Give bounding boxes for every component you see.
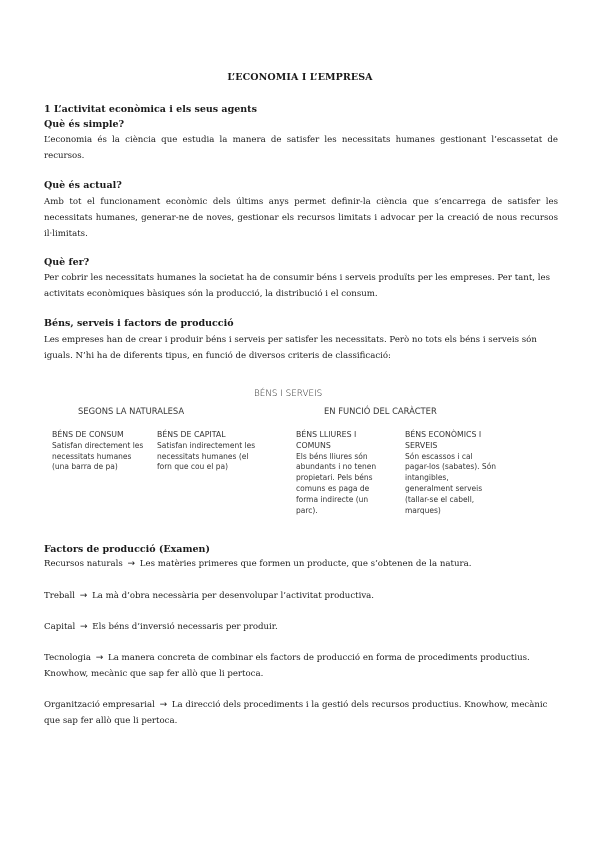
right-arrow-icon: → — [159, 700, 168, 710]
factor-item — [44, 697, 564, 729]
column-body: Satisfan indirectement les necessitats humanes (el forn que cou el pa) — [157, 440, 256, 472]
section-heading-bens: Béns, serveis i factors de producció — [44, 318, 234, 329]
document-title: L’ECONOMIA I L’EMPRESA — [227, 72, 373, 83]
factor-name: Tecnologia — [44, 653, 91, 663]
question-fer: Què fer? — [44, 257, 90, 268]
paragraph-bens: Les empreses han de crear i produir béns i serveis per satisfer les necessitats. Però no tots els béns i serveis són iguals. N’hi ha de diferents tipus, en funció de diversos criteris de classificació: — [44, 335, 537, 362]
diagram-column-economics — [405, 430, 499, 516]
factor-item — [44, 650, 564, 682]
diagram-column-lliures — [296, 430, 388, 516]
paragraph-simple: L’economia és la ciència que estudia la manera de satisfer les necessitats humanes gestionant l’escassetat de recursos. — [44, 135, 558, 162]
right-arrow-icon: → — [79, 591, 88, 601]
factor-name: Organització empresarial — [44, 700, 155, 710]
factor-item — [44, 588, 564, 604]
section-heading-activitat: 1 L’activitat econòmica i els seus agents — [44, 104, 257, 115]
diagram-category-naturalesa: SEGONS LA NATURALESA — [78, 406, 185, 416]
column-body: Els béns lliures són abundants i no tenen propietari. Pels béns comuns es paga de forma indirecte (un parc). — [296, 451, 377, 515]
factor-name: Treball — [44, 591, 76, 601]
factor-desc: Les matèries primeres que formen un producte, que s’obtenen de la natura. — [139, 559, 472, 569]
column-heading: BÉNS DE CONSUM — [52, 430, 124, 439]
column-body: Satisfan directement les necessitats humanes (una barra de pa) — [52, 440, 144, 472]
factor-desc: Els béns d’inversió necessaris per produir. — [92, 622, 278, 632]
right-arrow-icon: → — [127, 559, 136, 569]
diagram-title: BÉNS I SERVEIS — [254, 389, 323, 399]
right-arrow-icon: → — [80, 622, 88, 632]
column-heading: BÉNS LLIURES I COMUNS — [296, 430, 357, 450]
factor-desc: La mà d’obra necessària per desenvolupar l’activitat productiva. — [92, 591, 375, 601]
diagram-column-consum — [52, 430, 150, 473]
column-body: Són escassos i cal pagar-los (sabates). Són intangibles, generalment serveis (tallar-se el cabell, marques) — [405, 451, 497, 515]
right-arrow-icon: → — [95, 653, 104, 663]
factor-name: Recursos naturals — [44, 559, 123, 569]
factor-item — [44, 556, 564, 572]
paragraph-actual: Amb tot el funcionament econòmic dels últims anys permet definir-la ciència que s’encarrega de satisfer les necessitats humanes, generar-ne de noves, gestionar els recursos limitats i advocar per la creació de nous recursos il·limitats. — [44, 197, 558, 240]
factor-desc: La direcció dels procediments i la gestió dels recursos productius. Knowhow, mecànic que sap fer allò que li pertoca. — [44, 700, 548, 726]
question-actual: Què és actual? — [44, 180, 122, 191]
diagram-category-caracter: EN FUNCIÓ DEL CARÀCTER — [324, 406, 437, 416]
factor-desc: La manera concreta de combinar els factors de producció en forma de procediments productius. Knowhow, mecànic que sap fer allò que li pertoca. — [44, 653, 530, 679]
section-heading-factors: Factors de producció (Examen) — [44, 544, 210, 555]
factor-item — [44, 619, 564, 635]
diagram-column-capital — [157, 430, 259, 473]
factor-name: Capital — [44, 622, 76, 632]
paragraph-fer: Per cobrir les necessitats humanes la societat ha de consumir béns i serveis produïts per les empreses. Per tant, les activitats econòmiques bàsiques són la producció, la distribució i el consum. — [44, 273, 550, 300]
question-simple: Què és simple? — [44, 119, 125, 130]
column-heading: BÉNS ECONÒMICS I SERVEIS — [405, 430, 482, 450]
column-heading: BÉNS DE CAPITAL — [157, 430, 226, 439]
